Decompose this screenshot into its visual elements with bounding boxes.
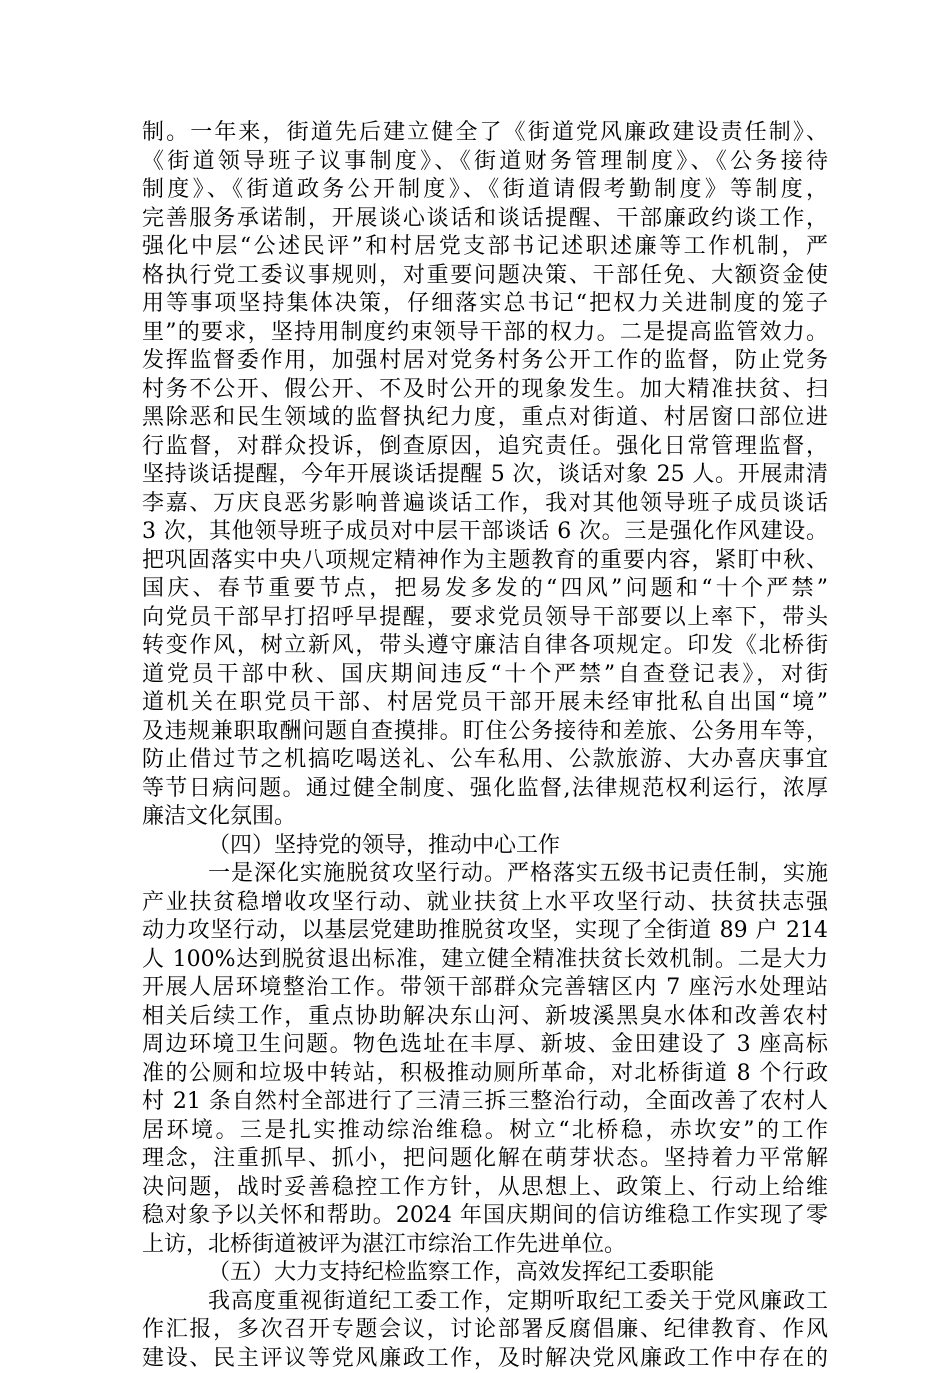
text-line: 向党员干部早打招呼早提醒，要求党员领导干部要以上率下，带头 [142,604,828,633]
text-line: 国庆、春节重要节点，把易发多发的“四风”问题和“十个严禁” [142,575,828,604]
text-line: 相关后续工作，重点协助解决东山河、新坡溪黑臭水体和改善农村 [142,1003,828,1032]
text-line: 行监督，对群众投诉，倒查原因，追究责任。强化日常管理监督， [142,433,828,462]
text-line: 道机关在职党员干部、村居党员干部开展未经审批私自出国“境” [142,689,828,718]
text-line: 建设、民主评议等党风廉政工作，及时解决党风廉政工作中存在的 [142,1345,828,1373]
text-line: 居环境。三是扎实推动综治维稳。树立“北桥稳，赤坎安”的工作 [142,1117,828,1146]
text-line: 廉洁文化氛围。 [142,803,828,832]
text-line: 开展人居环境整治工作。带领干部群众完善辖区内 7 座污水处理站 [142,974,828,1003]
text-line: 制度》、《街道政务公开制度》、《街道请假考勤制度》等制度， [142,176,828,205]
text-line: 等节日病问题。通过健全制度、强化监督,法律规范权利运行，浓厚 [142,775,828,804]
text-line: 产业扶贫稳增收攻坚行动、就业扶贫上水平攻坚行动、扶贫扶志强 [142,889,828,918]
text-line: 一是深化实施脱贫攻坚行动。严格落实五级书记责任制，实施 [142,860,828,889]
text-line: 上访，北桥街道被评为湛江市综治工作先进单位。 [142,1231,828,1260]
text-line: 《街道领导班子议事制度》、《街道财务管理制度》、《公务接待 [142,148,828,177]
text-line: 防止借过节之机搞吃喝送礼、公车私用、公款旅游、大办喜庆事宜 [142,746,828,775]
section-heading-4: （四）坚持党的领导，推动中心工作 [142,832,828,861]
text-line: 制。一年来，街道先后建立健全了《街道党风廉政建设责任制》、 [142,119,828,148]
text-line: 强化中层“公述民评”和村居党支部书记述职述廉等工作机制，严 [142,233,828,262]
text-line: 决问题，战时妥善稳控工作方针，从思想上、政策上、行动上给维 [142,1174,828,1203]
text-line: 村 21 条自然村全部进行了三清三拆三整治行动，全面改善了农村人 [142,1088,828,1117]
text-line: 理念，注重抓早、抓小，把问题化解在萌芽状态。坚持着力平常解 [142,1145,828,1174]
text-line: 村务不公开、假公开、不及时公开的现象发生。加大精准扶贫、扫 [142,376,828,405]
text-line: 坚持谈话提醒，今年开展谈话提醒 5 次，谈话对象 25 人。开展肃清 [142,461,828,490]
paragraph-section-4 [142,860,828,1259]
text-line: 把巩固落实中央八项规定精神作为主题教育的重要内容，紧盯中秋、 [142,547,828,576]
text-line: 准的公厕和垃圾中转站，积极推动厕所革命，对北桥街道 8 个行政 [142,1060,828,1089]
text-line: 转变作风，树立新风，带头遵守廉洁自律各项规定。印发《北桥街 [142,632,828,661]
text-line: 黑除恶和民生领域的监督执纪力度，重点对街道、村居窗口部位进 [142,404,828,433]
document-body [142,119,828,1373]
section-heading-5: （五）大力支持纪检监察工作，高效发挥纪工委职能 [142,1259,828,1288]
text-line: 人 100%达到脱贫退出标准，建立健全精准扶贫长效机制。二是大力 [142,946,828,975]
text-line: 用等事项坚持集体决策，仔细落实总书记“把权力关进制度的笼子 [142,290,828,319]
text-line: 格执行党工委议事规则，对重要问题决策、干部任免、大额资金使 [142,262,828,291]
text-line: 及违规兼职取酬问题自查摸排。盯住公务接待和差旅、公务用车等， [142,718,828,747]
paragraph-section-5 [142,1288,828,1373]
text-line: 稳对象予以关怀和帮助。2024 年国庆期间的信访维稳工作实现了零 [142,1202,828,1231]
text-line: 3 次，其他领导班子成员对中层干部谈话 6 次。三是强化作风建设。 [142,518,828,547]
text-line: 完善服务承诺制，开展谈心谈话和谈话提醒、干部廉政约谈工作， [142,205,828,234]
text-line: 作汇报，多次召开专题会议，讨论部署反腐倡廉、纪律教育、作风 [142,1316,828,1345]
text-line: 李嘉、万庆良恶劣影响普遍谈话工作，我对其他领导班子成员谈话 [142,490,828,519]
text-line: 我高度重视街道纪工委工作，定期听取纪工委关于党风廉政工 [142,1288,828,1317]
text-line: 动力攻坚行动，以基层党建助推脱贫攻坚，实现了全街道 89 户 214 [142,917,828,946]
paragraph-continued [142,119,828,832]
text-line: 发挥监督委作用，加强村居对党务村务公开工作的监督，防止党务 [142,347,828,376]
text-line: 道党员干部中秋、国庆期间违反“十个严禁”自查登记表》，对街 [142,661,828,690]
text-line: 周边环境卫生问题。物色选址在丰厚、新坡、金田建设了 3 座高标 [142,1031,828,1060]
text-line: 里”的要求，坚持用制度约束领导干部的权力。二是提高监管效力。 [142,319,828,348]
